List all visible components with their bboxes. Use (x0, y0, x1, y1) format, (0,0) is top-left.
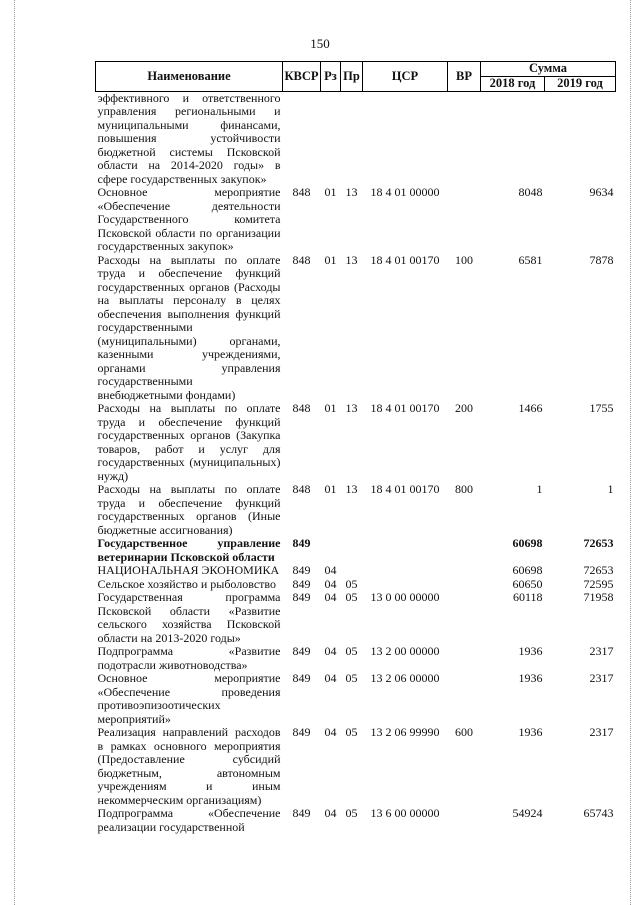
cell-2019: 71958 (583, 590, 614, 604)
cell-name: Реализация направлений расходов в рамках основного мероприятия (Предоставление субсидий бюджетным, автономным учреждениям и иным некоммерческим организациям) (97, 725, 281, 807)
cell-csr: 13 6 00 00000 (370, 806, 440, 820)
cell-name: эффективного и ответственного управления региональными и муниципальными финансами, повышения устойчивости бюджетной системы Псковской области на 2014-2020 годы» в сфере государственных закупок» (97, 90, 281, 186)
cell-name: Подпрограмма «Развитие подотрасли животноводства» (97, 644, 281, 672)
table-row (96, 672, 616, 726)
cell-vr (448, 91, 481, 186)
cell-pr (341, 91, 363, 186)
cell-vr: 600 (455, 725, 473, 739)
table-row (96, 726, 616, 807)
cell-pr: 13 (345, 401, 358, 415)
table-row (96, 537, 616, 564)
page-edge-right (630, 0, 631, 905)
header-2018: 2018 год (481, 76, 545, 91)
cell-2019: 7878 (589, 252, 614, 267)
cell-2018: 1936 (518, 671, 543, 685)
cell-csr: 18 4 01 00170 (370, 401, 440, 415)
header-vr: ВР (448, 62, 481, 92)
cell-vr: 800 (455, 482, 473, 496)
cell-2018: 60650 (512, 576, 543, 591)
cell-2019 (545, 91, 616, 186)
cell-vr (448, 578, 481, 592)
cell-2018: 1 (536, 482, 543, 496)
cell-rz: 04 (324, 590, 337, 604)
cell-kvsr: 849 (292, 563, 311, 577)
cell-pr: 05 (345, 590, 358, 604)
cell-pr: 05 (345, 806, 358, 820)
cell-vr (448, 186, 481, 254)
table-row (96, 483, 616, 537)
cell-2018: 6581 (518, 252, 543, 267)
table-row (96, 591, 616, 645)
cell-kvsr: 849 (292, 644, 311, 658)
cell-name: Основное мероприятие «Обеспечение проведения противоэпизоотических мероприятий» (97, 671, 281, 726)
cell-name: Расходы на выплаты по оплате труда и обеспечение функций государственных органов (Закупка товаров, работ и услуг для государственных (муниципальных) нужд) (97, 401, 281, 483)
cell-name: Подпрограмма «Обеспечение реализации государственной (97, 806, 281, 834)
cell-csr: 13 2 06 00000 (370, 671, 440, 685)
cell-rz: 01 (324, 482, 337, 496)
cell-name: Сельское хозяйство и рыболовство (97, 576, 277, 591)
table-row (96, 402, 616, 483)
header-sum: Сумма (481, 62, 616, 77)
table-row (96, 186, 616, 254)
cell-2018: 60698 (512, 536, 543, 550)
cell-rz: 01 (324, 185, 337, 199)
cell-name: Расходы на выплаты по оплате труда и обеспечение функций государственных органов (Иные бюджетные ассигнования) (97, 482, 281, 537)
header-rz: Рз (321, 62, 341, 92)
cell-pr: 13 (345, 252, 358, 267)
cell-2018: 60118 (512, 590, 543, 604)
cell-2018: 1466 (518, 401, 543, 415)
cell-kvsr: 849 (292, 671, 311, 685)
cell-csr: 18 4 01 00000 (370, 185, 440, 199)
cell-name: Государственная программа Псковской области «Развитие сельского хозяйства Псковской области на 2013-2020 годы» (97, 590, 281, 645)
cell-rz: 04 (324, 671, 337, 685)
cell-kvsr: 849 (292, 536, 311, 550)
cell-rz: 04 (324, 725, 337, 739)
cell-vr (448, 645, 481, 672)
cell-2018 (481, 91, 545, 186)
cell-pr: 05 (345, 725, 358, 739)
cell-csr: 18 4 01 00170 (370, 482, 440, 496)
cell-rz (321, 537, 341, 564)
cell-rz: 04 (324, 576, 337, 591)
cell-vr (448, 564, 481, 578)
table-row (96, 254, 616, 403)
page-edge-left (14, 0, 15, 905)
cell-2018: 1936 (518, 725, 543, 739)
cell-kvsr: 848 (292, 252, 311, 267)
cell-pr (341, 537, 363, 564)
cell-csr (363, 578, 448, 592)
page-number: 150 (310, 36, 330, 51)
cell-csr: 13 2 00 00000 (370, 644, 440, 658)
budget-table (95, 61, 616, 834)
cell-2019: 1755 (589, 401, 614, 415)
cell-2019: 9634 (589, 185, 614, 199)
cell-2019: 2317 (589, 644, 614, 658)
cell-kvsr: 849 (292, 725, 311, 739)
cell-2019: 2317 (589, 725, 614, 739)
cell-rz: 01 (324, 401, 337, 415)
cell-2018: 54924 (512, 806, 543, 820)
cell-pr (341, 564, 363, 578)
cell-kvsr: 849 (292, 806, 311, 820)
cell-vr: 200 (455, 401, 473, 415)
cell-csr: 18 4 01 00170 (370, 252, 440, 267)
table-body (96, 91, 616, 834)
cell-name: НАЦИОНАЛЬНАЯ ЭКОНОМИКА (97, 563, 280, 577)
header-pr: Пр (341, 62, 363, 92)
table-row (96, 91, 616, 186)
cell-vr (448, 537, 481, 564)
cell-vr (448, 807, 481, 834)
table-row (96, 578, 616, 592)
cell-csr: 13 2 06 99990 (370, 725, 440, 739)
cell-2019: 72653 (583, 536, 614, 550)
cell-rz: 04 (324, 806, 337, 820)
table-row (96, 807, 616, 834)
cell-pr: 05 (345, 576, 358, 591)
cell-2019: 72595 (583, 576, 614, 591)
cell-2018: 60698 (512, 563, 543, 577)
cell-rz: 04 (324, 644, 337, 658)
cell-pr: 05 (345, 671, 358, 685)
table-row (96, 564, 616, 578)
cell-rz (321, 91, 341, 186)
cell-2019: 1 (607, 482, 614, 496)
cell-kvsr (283, 91, 321, 186)
cell-name: Основное мероприятие «Обеспечение деятельности Государственного комитета Псковской области по организации государственных закупок» (97, 185, 281, 253)
cell-kvsr: 849 (292, 576, 311, 591)
cell-kvsr: 848 (292, 401, 311, 415)
cell-2018: 1936 (518, 644, 543, 658)
cell-csr (363, 537, 448, 564)
cell-kvsr: 849 (292, 590, 311, 604)
cell-pr: 13 (345, 482, 358, 496)
cell-vr (448, 672, 481, 726)
cell-pr: 13 (345, 185, 358, 199)
cell-csr: 13 0 00 00000 (370, 590, 440, 604)
header-name: Наименование (96, 62, 283, 92)
cell-kvsr: 848 (292, 482, 311, 496)
cell-vr: 100 (455, 252, 473, 267)
cell-kvsr: 848 (292, 185, 311, 199)
cell-rz: 04 (324, 563, 337, 577)
cell-pr: 05 (345, 644, 358, 658)
cell-2018: 8048 (518, 185, 543, 199)
cell-csr (363, 564, 448, 578)
cell-name: Расходы на выплаты по оплате труда и обеспечение функций государственных органов (Расходы на выплаты персоналу в целях обеспечения выполнения функций государственными (муниципальными) органами, казенными учреждениями, органами управления государственными внебюджетными фондами) (97, 252, 281, 402)
cell-2019: 2317 (589, 671, 614, 685)
cell-csr (363, 91, 448, 186)
cell-name: Государственное управление ветеринарии Псковской области (97, 536, 281, 564)
cell-2019: 65743 (583, 806, 614, 820)
header-csr: ЦСР (363, 62, 448, 92)
cell-2019: 72653 (583, 563, 614, 577)
header-kvsr: КВСР (283, 62, 321, 92)
cell-vr (448, 591, 481, 645)
header-2019: 2019 год (545, 76, 616, 91)
cell-rz: 01 (324, 252, 337, 267)
table-row (96, 645, 616, 672)
